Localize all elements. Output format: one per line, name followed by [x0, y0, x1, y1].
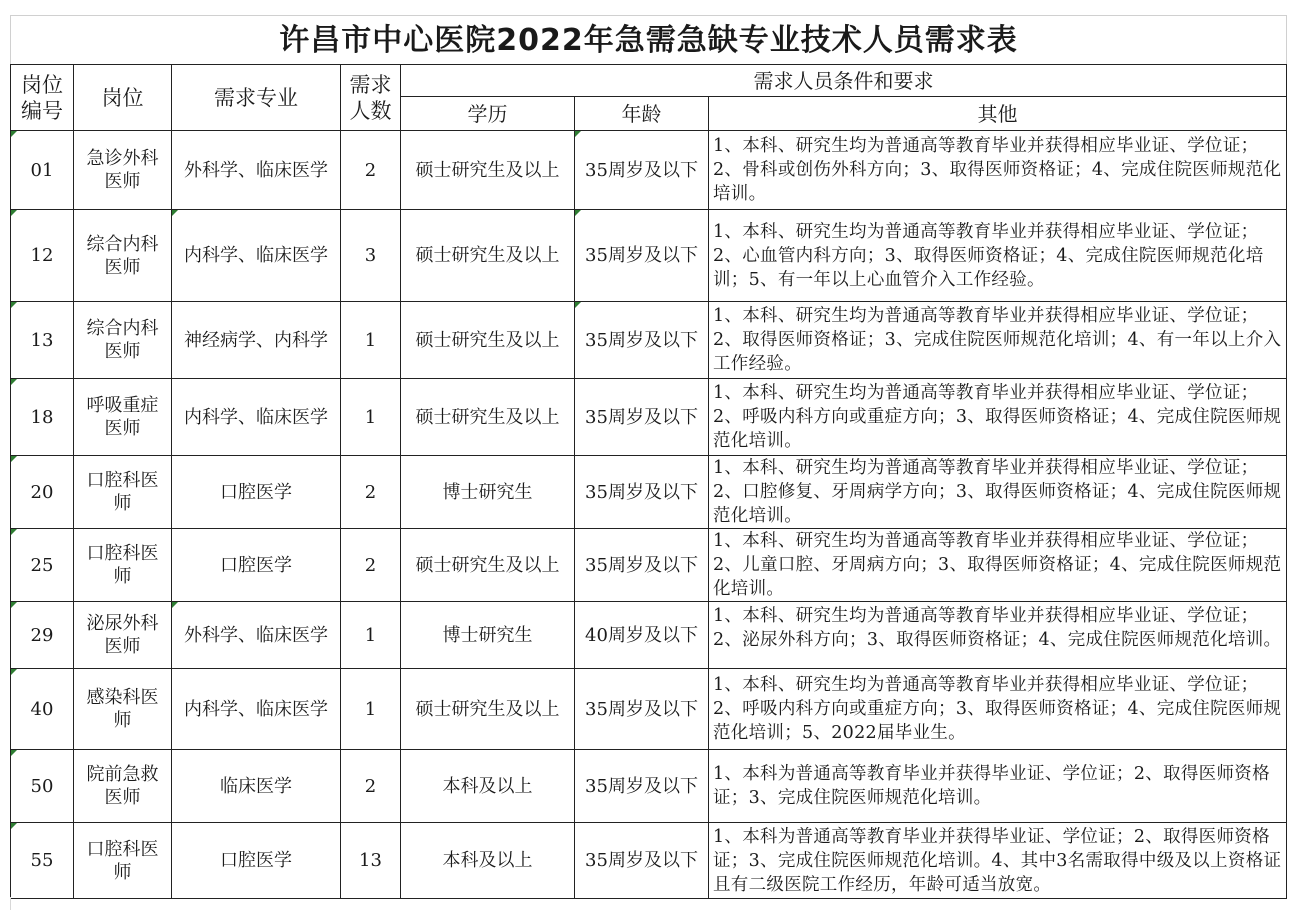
- page-title[interactable]: 许昌市中心医院2022年急需急缺专业技术人员需求表: [11, 16, 1287, 65]
- table-row: [11, 456, 1287, 529]
- header-code-line2: 编号: [21, 98, 63, 123]
- comment-marker-icon: [11, 302, 17, 308]
- cell-count[interactable]: 1: [341, 669, 401, 750]
- cell-major[interactable]: 外科学、临床医学: [172, 131, 341, 210]
- cell-major[interactable]: 神经病学、内科学: [172, 302, 341, 379]
- cell-position[interactable]: 综合内科医师: [74, 302, 172, 379]
- cell-education[interactable]: 本科及以上: [401, 750, 575, 823]
- cell-position[interactable]: 口腔科医师: [74, 823, 172, 899]
- cell-position[interactable]: 口腔科医师: [74, 529, 172, 602]
- cell-age[interactable]: 35周岁及以下: [575, 823, 709, 899]
- cell-count[interactable]: 2: [341, 750, 401, 823]
- cell-count[interactable]: 1: [341, 302, 401, 379]
- cell-position[interactable]: 综合内科医师: [74, 210, 172, 302]
- cell-age[interactable]: 35周岁及以下: [575, 669, 709, 750]
- comment-marker-icon: [575, 210, 581, 216]
- cell-age[interactable]: 35周岁及以下: [575, 750, 709, 823]
- cell-count[interactable]: 3: [341, 210, 401, 302]
- cell-code[interactable]: [11, 379, 74, 456]
- cell-position[interactable]: 急诊外科医师: [74, 131, 172, 210]
- cell-count[interactable]: 2: [341, 529, 401, 602]
- cell-code[interactable]: [11, 669, 74, 750]
- cell-education[interactable]: 硕士研究生及以上: [401, 131, 575, 210]
- header-count-line1: 需求: [349, 72, 392, 97]
- code-text: 13: [30, 329, 54, 351]
- cell-major[interactable]: 口腔医学: [172, 456, 341, 529]
- cell-education[interactable]: 本科及以上: [401, 823, 575, 899]
- cell-other[interactable]: 1、本科、研究生均为普通高等教育毕业并获得相应毕业证、学位证；2、呼吸内科方向或重症方向；3、取得医师资格证；4、完成住院医师规范化培训；5、2022届毕业生。: [709, 669, 1287, 750]
- table-row: [11, 669, 1287, 750]
- table-row: [11, 302, 1287, 379]
- cell-age[interactable]: 35周岁及以下: [575, 379, 709, 456]
- cell-position[interactable]: 呼吸重症医师: [74, 379, 172, 456]
- cell-education[interactable]: 硕士研究生及以上: [401, 529, 575, 602]
- cell-code[interactable]: [11, 823, 74, 899]
- code-text: 18: [30, 406, 54, 428]
- header-major[interactable]: 需求专业: [172, 65, 341, 131]
- cell-education[interactable]: 博士研究生: [401, 602, 575, 669]
- cell-count[interactable]: 1: [341, 602, 401, 669]
- cell-code[interactable]: [11, 210, 74, 302]
- cell-code[interactable]: [11, 131, 74, 210]
- requirements-table: [10, 15, 1287, 899]
- cell-code[interactable]: [11, 602, 74, 669]
- cell-age[interactable]: 35周岁及以下: [575, 529, 709, 602]
- header-count[interactable]: [341, 65, 401, 131]
- table-row: [11, 602, 1287, 669]
- cell-count[interactable]: 2: [341, 131, 401, 210]
- header-count-line2: 人数: [349, 98, 392, 123]
- comment-marker-icon: [11, 456, 17, 462]
- code-text: 29: [30, 624, 54, 646]
- comment-marker-icon: [11, 529, 17, 535]
- cell-other[interactable]: 1、本科、研究生均为普通高等教育毕业并获得相应毕业证、学位证；2、儿童口腔、牙周病方向；3、取得医师资格证；4、完成住院医师规范化培训。: [709, 529, 1287, 602]
- code-text: 20: [30, 481, 54, 503]
- cell-position[interactable]: 泌尿外科医师: [74, 602, 172, 669]
- header-code-line1: 岗位: [21, 72, 63, 97]
- comment-marker-icon: [11, 379, 17, 385]
- header-position[interactable]: 岗位: [74, 65, 172, 131]
- empty-grid-row: [10, 897, 1287, 910]
- cell-code[interactable]: [11, 750, 74, 823]
- cell-other[interactable]: 1、本科为普通高等教育毕业并获得毕业证、学位证；2、取得医师资格证；3、完成住院医师规范化培训。4、其中3名需取得中级及以上资格证且有二级医院工作经历，年龄可适当放宽。: [709, 823, 1287, 899]
- age-text: 35周岁及以下: [585, 245, 698, 266]
- cell-count[interactable]: 1: [341, 379, 401, 456]
- cell-major[interactable]: 口腔医学: [172, 529, 341, 602]
- comment-marker-icon: [575, 302, 581, 308]
- comment-marker-icon: [575, 131, 581, 137]
- comment-marker-icon: [11, 210, 17, 216]
- comment-marker-icon: [11, 823, 17, 829]
- cell-code[interactable]: [11, 456, 74, 529]
- comment-marker-icon: [11, 750, 17, 756]
- cell-count[interactable]: 13: [341, 823, 401, 899]
- cell-major[interactable]: [172, 210, 341, 302]
- cell-position[interactable]: 感染科医师: [74, 669, 172, 750]
- cell-position[interactable]: 院前急救医师: [74, 750, 172, 823]
- cell-major[interactable]: 内科学、临床医学: [172, 669, 341, 750]
- cell-other[interactable]: 1、本科、研究生均为普通高等教育毕业并获得相应毕业证、学位证；2、呼吸内科方向或重症方向；3、取得医师资格证；4、完成住院医师规范化培训。: [709, 379, 1287, 456]
- cell-other[interactable]: 1、本科为普通高等教育毕业并获得毕业证、学位证；2、取得医师资格证；3、完成住院医师规范化培训。: [709, 750, 1287, 823]
- header-age[interactable]: 年龄: [575, 97, 709, 131]
- cell-education[interactable]: 硕士研究生及以上: [401, 379, 575, 456]
- cell-other[interactable]: 1、本科、研究生均为普通高等教育毕业并获得相应毕业证、学位证；2、心血管内科方向；3、取得医师资格证；4、完成住院医师规范化培训；5、有一年以上心血管介入工作经验。: [709, 210, 1287, 302]
- cell-age[interactable]: 40周岁及以下: [575, 602, 709, 669]
- cell-position[interactable]: 口腔科医师: [74, 456, 172, 529]
- table-row: [11, 379, 1287, 456]
- code-text: 25: [30, 554, 54, 576]
- cell-other[interactable]: 1、本科、研究生均为普通高等教育毕业并获得相应毕业证、学位证；2、口腔修复、牙周病学方向；3、取得医师资格证；4、完成住院医师规范化培训。: [709, 456, 1287, 529]
- code-text: 01: [30, 159, 54, 181]
- code-text: 12: [30, 245, 54, 266]
- comment-marker-icon: [11, 602, 17, 608]
- code-text: 55: [30, 850, 54, 871]
- cell-education[interactable]: 硕士研究生及以上: [401, 669, 575, 750]
- age-text: 35周岁及以下: [585, 329, 698, 351]
- spreadsheet: [10, 15, 1286, 899]
- cell-major[interactable]: 口腔医学: [172, 823, 341, 899]
- table-row: [11, 131, 1287, 210]
- cell-age[interactable]: [575, 210, 709, 302]
- table-row: [11, 529, 1287, 602]
- header-other[interactable]: 其他: [709, 97, 1287, 131]
- cell-education[interactable]: 博士研究生: [401, 456, 575, 529]
- table-row: [11, 750, 1287, 823]
- cell-major[interactable]: 临床医学: [172, 750, 341, 823]
- cell-count[interactable]: 2: [341, 456, 401, 529]
- comment-marker-icon: [11, 131, 17, 137]
- cell-age[interactable]: [575, 302, 709, 379]
- age-text: 35周岁及以下: [585, 159, 698, 181]
- cell-other[interactable]: 1、本科、研究生均为普通高等教育毕业并获得相应毕业证、学位证；2、取得医师资格证；3、完成住院医师规范化培训；4、有一年以上介入工作经验。: [709, 302, 1287, 379]
- major-text: 内科学、临床医学: [184, 245, 328, 266]
- header-education[interactable]: 学历: [401, 97, 575, 131]
- cell-other[interactable]: 1、本科、研究生均为普通高等教育毕业并获得相应毕业证、学位证；2、骨科或创伤外科方向；3、取得医师资格证；4、完成住院医师规范化培训。: [709, 131, 1287, 210]
- code-text: 40: [30, 698, 54, 720]
- table-row: [11, 210, 1287, 302]
- cell-major[interactable]: [172, 602, 341, 669]
- cell-education[interactable]: 硕士研究生及以上: [401, 302, 575, 379]
- header-code[interactable]: [11, 65, 74, 131]
- cell-code[interactable]: [11, 302, 74, 379]
- header-conditions[interactable]: 需求人员条件和要求: [401, 65, 1287, 97]
- comment-marker-icon: [172, 210, 178, 216]
- cell-age[interactable]: 35周岁及以下: [575, 456, 709, 529]
- cell-other[interactable]: [709, 602, 1287, 669]
- code-text: 50: [30, 775, 54, 797]
- comment-marker-icon: [11, 669, 17, 675]
- cell-education[interactable]: 硕士研究生及以上: [401, 210, 575, 302]
- comment-marker-icon: [172, 602, 178, 608]
- cell-age[interactable]: [575, 131, 709, 210]
- other-text: 1、本科、研究生均为普通高等教育毕业并获得相应毕业证、学位证；2、泌尿外科方向；3、取得医师资格证；4、完成住院医师规范化培训。: [713, 606, 1282, 650]
- major-text: 外科学、临床医学: [184, 624, 328, 646]
- cell-major[interactable]: 内科学、临床医学: [172, 379, 341, 456]
- cell-code[interactable]: [11, 529, 74, 602]
- table-row: [11, 823, 1287, 899]
